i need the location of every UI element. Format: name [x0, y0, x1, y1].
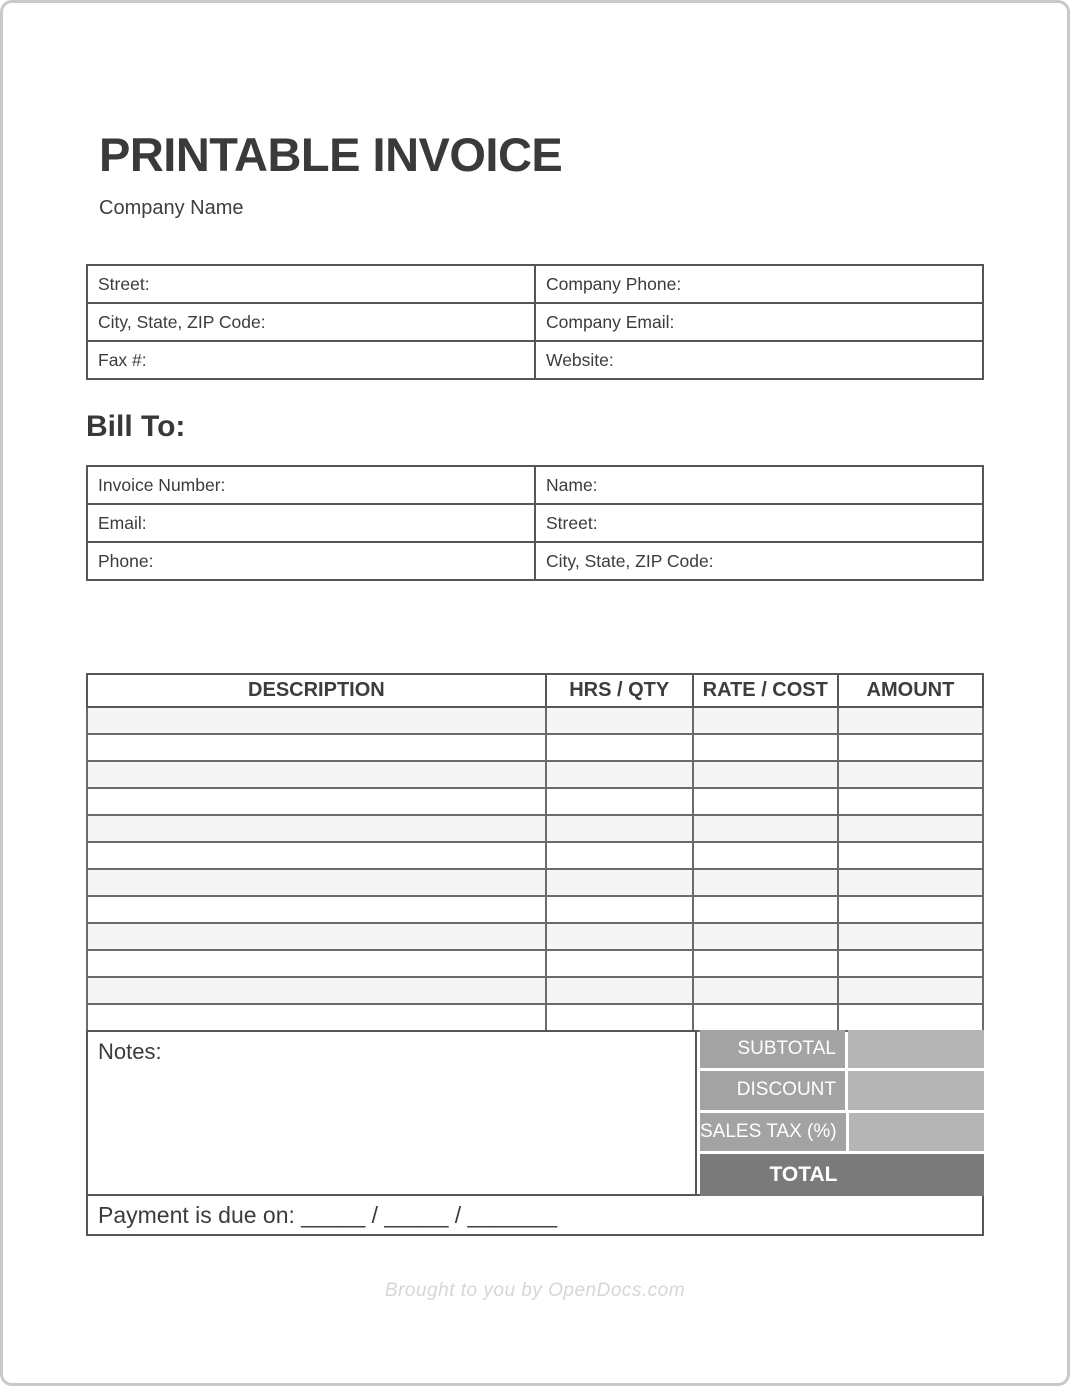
line-item-cell [838, 842, 983, 869]
field-client-city-state-zip: City, State, ZIP Code: [535, 542, 983, 580]
line-item-cell [693, 842, 838, 869]
line-item-row [87, 869, 983, 896]
field-client-email: Email: [87, 504, 535, 542]
payment-due-row [86, 1194, 984, 1236]
sales-tax-label: SALES TAX (%) [700, 1113, 846, 1151]
line-item-cell [693, 896, 838, 923]
line-item-cell [87, 869, 546, 896]
line-item-cell [546, 977, 693, 1004]
line-item-cell [87, 761, 546, 788]
line-item-cell [838, 734, 983, 761]
line-item-cell [546, 815, 693, 842]
line-item-cell [546, 869, 693, 896]
line-item-row [87, 788, 983, 815]
bill-to-row [87, 542, 983, 580]
line-item-row [87, 734, 983, 761]
total-label: TOTAL [769, 1162, 838, 1186]
line-item-cell [87, 977, 546, 1004]
line-item-cell [546, 1004, 693, 1031]
line-item-cell [87, 842, 546, 869]
bill-to-heading: Bill To: [86, 410, 186, 443]
discount-label: DISCOUNT [700, 1071, 845, 1109]
field-company-email: Company Email: [535, 303, 983, 341]
subtotal-label: SUBTOTAL [700, 1030, 845, 1068]
line-item-cell [693, 1004, 838, 1031]
line-item-cell [693, 815, 838, 842]
line-item-row [87, 1004, 983, 1031]
line-item-cell [546, 734, 693, 761]
column-header-amount: AMOUNT [838, 674, 983, 707]
field-invoice-number: Invoice Number: [87, 466, 535, 504]
bill-to-row [87, 466, 983, 504]
line-item-cell [546, 761, 693, 788]
summary-region [86, 1030, 984, 1196]
line-item-cell [838, 923, 983, 950]
discount-row [700, 1071, 984, 1109]
notes-label: Notes: [98, 1039, 162, 1064]
field-client-name: Name: [535, 466, 983, 504]
line-item-cell [87, 950, 546, 977]
line-item-cell [693, 923, 838, 950]
line-item-cell [546, 707, 693, 734]
line-item-cell [838, 950, 983, 977]
line-items-table [86, 673, 984, 1032]
line-item-cell [87, 788, 546, 815]
column-header-description: DESCRIPTION [87, 674, 546, 707]
line-item-cell [693, 977, 838, 1004]
line-item-cell [546, 950, 693, 977]
company-info-row [87, 303, 983, 341]
footer-attribution: Brought to you by OpenDocs.com [384, 1280, 686, 1301]
field-client-phone: Phone: [87, 542, 535, 580]
line-item-row [87, 842, 983, 869]
line-item-row [87, 923, 983, 950]
line-item-cell [693, 734, 838, 761]
line-item-row [87, 977, 983, 1004]
line-item-cell [87, 1004, 546, 1031]
sales-tax-row [700, 1113, 984, 1151]
line-item-cell [87, 923, 546, 950]
line-item-cell [546, 842, 693, 869]
line-item-cell [838, 707, 983, 734]
field-company-phone: Company Phone: [535, 265, 983, 303]
field-fax: Fax #: [87, 341, 535, 379]
line-items-header-row [87, 674, 983, 707]
line-item-cell [546, 923, 693, 950]
summary-totals [700, 1030, 984, 1196]
subtotal-row [700, 1030, 984, 1068]
column-header-hrs-qty: HRS / QTY [546, 674, 693, 707]
line-item-cell [546, 788, 693, 815]
line-item-cell [838, 1004, 983, 1031]
line-item-cell [838, 761, 983, 788]
line-item-row [87, 815, 983, 842]
line-item-cell [87, 707, 546, 734]
bill-to-table [86, 465, 984, 581]
discount-value [848, 1071, 984, 1109]
line-item-cell [693, 761, 838, 788]
field-website: Website: [535, 341, 983, 379]
total-value [847, 1154, 985, 1196]
line-item-cell [693, 788, 838, 815]
line-item-cell [87, 896, 546, 923]
sales-tax-value [849, 1113, 984, 1151]
line-item-cell [838, 896, 983, 923]
line-item-cell [546, 896, 693, 923]
line-item-cell [693, 707, 838, 734]
line-item-cell [693, 869, 838, 896]
line-item-cell [838, 977, 983, 1004]
line-item-row [87, 896, 983, 923]
page-title: PRINTABLE INVOICE [99, 128, 563, 181]
line-item-cell [838, 788, 983, 815]
payment-due-text: Payment is due on: _____ / _____ / _______ [98, 1201, 558, 1228]
subtotal-value [848, 1030, 984, 1068]
line-item-cell [838, 869, 983, 896]
bill-to-row [87, 504, 983, 542]
notes-box [86, 1030, 697, 1196]
field-city-state-zip: City, State, ZIP Code: [87, 303, 535, 341]
company-info-row [87, 265, 983, 303]
line-item-row [87, 761, 983, 788]
line-item-cell [838, 815, 983, 842]
line-item-cell [87, 734, 546, 761]
field-street: Street: [87, 265, 535, 303]
line-item-cell [693, 950, 838, 977]
total-row [700, 1154, 984, 1196]
line-item-row [87, 950, 983, 977]
company-info-table [86, 264, 984, 380]
company-name: Company Name [99, 197, 244, 219]
company-info-row [87, 341, 983, 379]
line-item-row [87, 707, 983, 734]
line-item-cell [87, 815, 546, 842]
column-header-rate-cost: RATE / COST [693, 674, 838, 707]
field-client-street: Street: [535, 504, 983, 542]
